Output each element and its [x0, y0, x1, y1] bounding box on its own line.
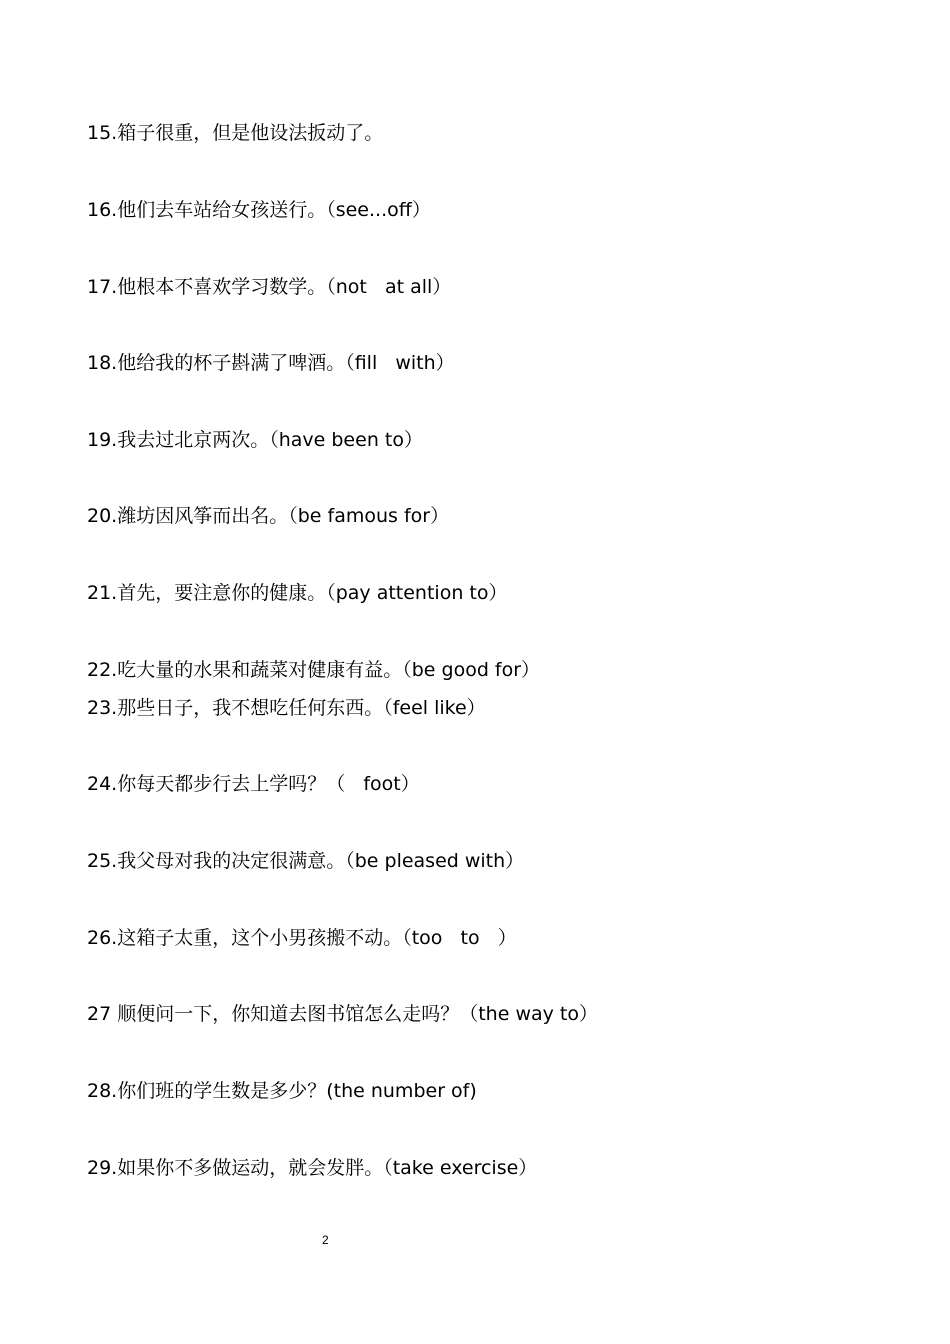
exercise-27: 27 顺便问一下，你知道去图书馆怎么走吗？（the way to） [87, 1003, 598, 1025]
exercise-28: 28.你们班的学生数是多少？(the number of) [87, 1080, 477, 1102]
exercise-17: 17.他根本不喜欢学习数学。（not at all） [87, 276, 452, 298]
exercise-19: 19.我去过北京两次。（have been to） [87, 429, 423, 451]
exercise-16: 16.他们去车站给女孩送行。（see...off） [87, 199, 431, 221]
exercise-21: 21.首先，要注意你的健康。（pay attention to） [87, 582, 508, 604]
exercise-25: 25.我父母对我的决定很满意。（be pleased with） [87, 850, 525, 872]
exercise-18: 18.他给我的杯子斟满了啤酒。（fill with） [87, 352, 455, 374]
exercise-29: 29.如果你不多做运动，就会发胖。（take exercise） [87, 1157, 538, 1179]
exercise-22: 22.吃大量的水果和蔬菜对健康有益。（be good for） [87, 659, 541, 681]
exercise-26: 26.这箱子太重，这个小男孩搬不动。（too to ） [87, 927, 517, 949]
exercise-20: 20.潍坊因风筝而出名。（be famous for） [87, 505, 450, 527]
exercise-23: 23.那些日子，我不想吃任何东西。（feel like） [87, 697, 486, 719]
page-number: 2 [322, 1233, 329, 1247]
exercise-15: 15.箱子很重，但是他设法扳动了。 [87, 122, 384, 144]
exercise-24: 24.你每天都步行去上学吗？（ foot） [87, 773, 420, 795]
